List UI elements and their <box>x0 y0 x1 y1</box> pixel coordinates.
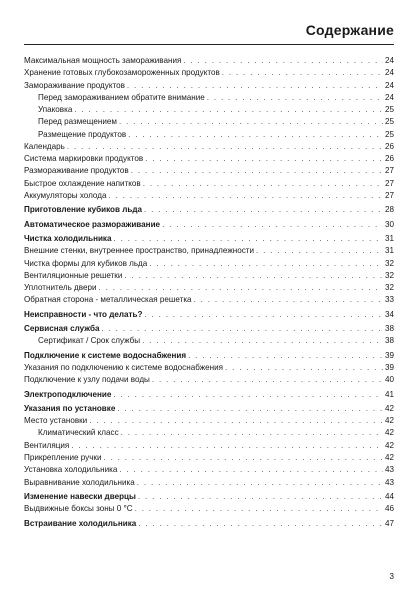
toc-entry-title: Подключение к узлу подачи воды <box>24 375 150 385</box>
toc-entry-title: Замораживание продуктов <box>24 80 125 90</box>
toc-entry-title: Размораживание продуктов <box>24 166 129 176</box>
dot-leader <box>101 323 383 335</box>
toc-entry-title: Обратная сторона - металлическая решетка <box>24 295 192 305</box>
dot-leader <box>222 67 383 79</box>
toc-entry-title: Климатический класс <box>38 428 119 438</box>
toc-entry-title: Система маркировки продуктов <box>24 154 144 164</box>
dot-leader <box>117 403 383 415</box>
toc-entry-title: Выравнивание холодильника <box>24 477 135 487</box>
dot-leader <box>119 116 383 128</box>
toc-entry-page: 42 <box>384 440 394 450</box>
dot-leader <box>103 452 383 464</box>
toc-entry[interactable] <box>24 178 394 190</box>
toc-entry[interactable] <box>24 350 394 362</box>
toc-entry[interactable] <box>24 503 394 515</box>
dot-leader <box>144 309 383 321</box>
toc-entry-page: 42 <box>384 403 394 413</box>
toc-entry-page: 39 <box>384 350 394 360</box>
toc-entry-title: Уплотнитель двери <box>24 283 97 293</box>
toc-entry-page: 27 <box>384 178 394 188</box>
toc-entry-title: Изменение навески дверцы <box>24 491 136 501</box>
toc-entry-title: Календарь <box>24 141 65 151</box>
toc-entry-title: Подключение к системе водоснабжения <box>24 350 187 360</box>
toc-entry-page: 24 <box>384 92 394 102</box>
dot-leader <box>256 245 383 257</box>
toc-entry[interactable] <box>24 67 394 79</box>
toc-entry[interactable] <box>24 258 394 270</box>
toc-entry[interactable] <box>24 427 394 439</box>
toc-entry-page: 38 <box>384 324 394 334</box>
toc-entry-page: 42 <box>384 452 394 462</box>
toc-entry-page: 32 <box>384 258 394 268</box>
toc-entry[interactable] <box>24 374 394 386</box>
toc-entry[interactable] <box>24 190 394 202</box>
toc-entry-page: 25 <box>384 117 394 127</box>
toc-entry-page: 39 <box>384 362 394 372</box>
page-number: 3 <box>389 572 394 581</box>
toc-entry-title: Чистка холодильника <box>24 234 112 243</box>
toc-entry[interactable] <box>24 282 394 294</box>
dot-leader <box>135 503 383 515</box>
toc-entry-page: 31 <box>384 246 394 256</box>
dot-leader <box>142 335 383 347</box>
toc-entry[interactable] <box>24 233 394 245</box>
toc-entry[interactable] <box>24 389 394 401</box>
toc-entry-title: Место установки <box>24 416 88 426</box>
toc-entry-title: Указания по подключению к системе водоснабжения <box>24 362 224 372</box>
toc-entry[interactable] <box>24 219 394 231</box>
table-of-contents <box>24 55 394 530</box>
toc-entry[interactable] <box>24 335 394 347</box>
toc-entry[interactable] <box>24 55 394 67</box>
toc-entry[interactable] <box>24 415 394 427</box>
toc-entry-title: Установка холодильника <box>24 465 118 475</box>
toc-entry[interactable] <box>24 362 394 374</box>
toc-entry[interactable] <box>24 204 394 216</box>
toc-entry-title: Встраивание холодильника <box>24 518 137 528</box>
toc-entry[interactable] <box>24 116 394 128</box>
toc-entry[interactable] <box>24 104 394 116</box>
toc-entry-page: 25 <box>384 129 394 139</box>
toc-entry-page: 26 <box>384 154 394 164</box>
toc-entry-title: Сервисная служба <box>24 324 100 334</box>
dot-leader <box>127 80 383 92</box>
toc-entry-title: Максимальная мощность замораживания <box>24 56 182 65</box>
toc-entry[interactable] <box>24 323 394 335</box>
dot-leader <box>225 362 383 374</box>
toc-entry[interactable] <box>24 294 394 306</box>
toc-entry-title: Внешние стенки, внутреннее пространство, принадлежности <box>24 246 254 256</box>
toc-entry-page: 24 <box>384 56 394 65</box>
toc-entry[interactable] <box>24 477 394 489</box>
toc-entry[interactable] <box>24 452 394 464</box>
toc-entry-title: Прикрепление ручки <box>24 452 102 462</box>
dot-leader <box>128 129 383 141</box>
toc-entry-title: Сертификат / Срок службы <box>38 336 141 346</box>
toc-entry-title: Перед размещением <box>38 117 117 127</box>
toc-entry-title: Неисправности - что делать? <box>24 309 143 319</box>
toc-entry-page: 41 <box>384 389 394 399</box>
toc-entry-page: 43 <box>384 477 394 487</box>
toc-entry-page: 32 <box>384 283 394 293</box>
dot-leader <box>149 258 383 270</box>
dot-leader <box>144 204 383 216</box>
dot-leader <box>89 415 383 427</box>
page-header <box>24 22 394 45</box>
dot-leader <box>183 55 383 67</box>
toc-entry-page: 42 <box>384 416 394 426</box>
toc-entry-page: 42 <box>384 428 394 438</box>
toc-entry[interactable] <box>24 491 394 503</box>
toc-entry-page: 31 <box>384 234 394 243</box>
dot-leader <box>113 389 383 401</box>
toc-entry-page: 43 <box>384 465 394 475</box>
dot-leader <box>67 141 383 153</box>
toc-entry-title: Электроподключение <box>24 389 112 399</box>
dot-leader <box>207 92 383 104</box>
toc-entry-page: 44 <box>384 491 394 501</box>
toc-entry-title: Вентиляционные решетки <box>24 270 123 280</box>
toc-entry-page: 25 <box>384 105 394 115</box>
toc-entry-page: 27 <box>384 190 394 200</box>
dot-leader <box>108 190 383 202</box>
dot-leader <box>145 153 383 165</box>
dot-leader <box>137 477 383 489</box>
toc-entry[interactable] <box>24 141 394 153</box>
dot-leader <box>138 491 383 503</box>
dot-leader <box>143 178 383 190</box>
toc-entry-page: 47 <box>384 518 394 528</box>
dot-leader <box>121 427 383 439</box>
toc-entry[interactable] <box>24 129 394 141</box>
toc-entry[interactable] <box>24 440 394 452</box>
toc-entry-title: Размещение продуктов <box>38 129 127 139</box>
toc-entry-page: 34 <box>384 309 394 319</box>
dot-leader <box>74 104 383 116</box>
toc-entry-title: Быстрое охлаждение напитков <box>24 178 141 188</box>
toc-entry[interactable] <box>24 309 394 321</box>
page-title: Содержание <box>305 22 394 38</box>
toc-entry-page: 38 <box>384 336 394 346</box>
dot-leader <box>188 350 383 362</box>
toc-entry[interactable] <box>24 464 394 476</box>
dot-leader <box>162 219 383 231</box>
dot-leader <box>124 270 383 282</box>
toc-entry[interactable] <box>24 403 394 415</box>
toc-entry-title: Указания по установке <box>24 403 116 413</box>
toc-entry[interactable] <box>24 518 394 530</box>
dot-leader <box>114 233 383 245</box>
toc-entry-title: Автоматическое размораживание <box>24 219 161 229</box>
toc-entry-title: Чистка формы для кубиков льда <box>24 258 148 268</box>
toc-entry-page: 27 <box>384 166 394 176</box>
toc-entry-title: Аккумуляторы холода <box>24 190 107 200</box>
toc-entry-title: Вентиляция <box>24 440 70 450</box>
toc-entry-page: 24 <box>384 80 394 90</box>
toc-entry-page: 32 <box>384 270 394 280</box>
toc-entry-page: 24 <box>384 68 394 78</box>
toc-entry-title: Выдвижные боксы зоны 0 °C <box>24 504 133 514</box>
dot-leader <box>131 165 383 177</box>
toc-entry[interactable] <box>24 153 394 165</box>
toc-entry-page: 46 <box>384 504 394 514</box>
toc-entry-title: Упаковка <box>38 105 73 115</box>
dot-leader <box>99 282 383 294</box>
toc-entry[interactable] <box>24 80 394 92</box>
dot-leader <box>152 374 383 386</box>
toc-entry[interactable] <box>24 245 394 257</box>
toc-entry[interactable] <box>24 270 394 282</box>
toc-entry-page: 40 <box>384 375 394 385</box>
toc-entry-title: Хранение готовых глубокозамороженных продуктов <box>24 68 220 78</box>
toc-entry-page: 33 <box>384 295 394 305</box>
dot-leader <box>71 440 383 452</box>
toc-entry-title: Перед замораживанием обратите внимание <box>38 92 205 102</box>
toc-entry[interactable] <box>24 92 394 104</box>
toc-entry-page: 30 <box>384 219 394 229</box>
toc-entry[interactable] <box>24 165 394 177</box>
dot-leader <box>119 464 383 476</box>
dot-leader <box>194 294 383 306</box>
toc-entry-page: 28 <box>384 205 394 215</box>
toc-entry-title: Приготовление кубиков льда <box>24 205 142 215</box>
toc-entry-page: 26 <box>384 141 394 151</box>
dot-leader <box>138 518 383 530</box>
